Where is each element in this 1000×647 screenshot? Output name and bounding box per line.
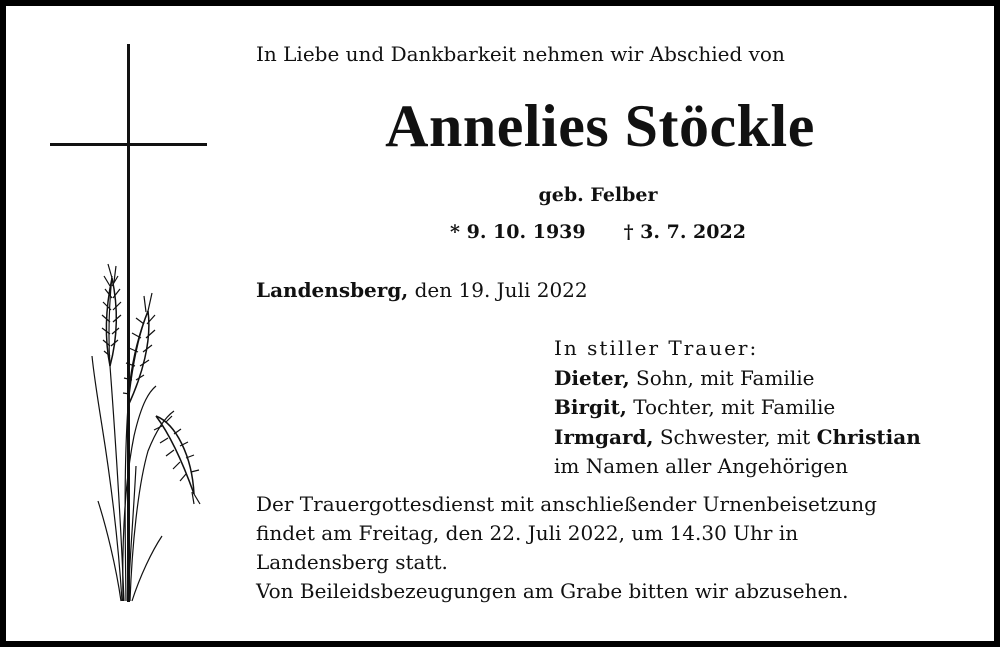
birth-name: geb. Felber: [538, 184, 658, 206]
mourner-name: Dieter,: [554, 365, 630, 390]
mourner-line: [554, 393, 921, 423]
place-date: [256, 278, 588, 302]
deceased-name: Annelies Stöckle: [385, 93, 815, 159]
service-line: findet am Freitag, den 22. Juli 2022, um 14.30 Uhr in: [256, 521, 799, 545]
life-dates: [6, 221, 994, 243]
place-name: Landensberg,: [256, 278, 409, 302]
mourner-name: Irmgard,: [554, 424, 654, 449]
obituary-notice: [6, 6, 994, 641]
mourner-companion: Christian: [816, 424, 921, 449]
notice-date: den 19. Juli 2022: [414, 278, 588, 302]
intro-text: In Liebe und Dankbarkeit nehmen wir Abschied von: [256, 42, 785, 66]
wheat-ear-left: [102, 264, 121, 366]
wheat-ear-right: [154, 416, 200, 504]
mourner-relation: Sohn, mit Familie: [636, 365, 815, 390]
mourner-relation: Tochter, mit Familie: [633, 395, 836, 419]
service-line: Landensberg statt.: [256, 550, 448, 574]
mourner-line: [554, 364, 921, 394]
wheat-icon: [92, 264, 200, 601]
service-line: Der Trauergottesdienst mit anschließender Urnenbeisetzung: [256, 492, 877, 516]
mourner-relation: Schwester, mit: [659, 424, 811, 449]
death-date: † 3. 7. 2022: [623, 221, 746, 243]
birth-date: * 9. 10. 1939: [450, 221, 586, 243]
mourners-heading: In stiller Trauer:: [554, 336, 759, 360]
service-info: [256, 490, 877, 606]
mourners-closing: im Namen aller Angehörigen: [554, 454, 849, 478]
mourner-name: Birgit,: [554, 395, 627, 419]
mourners-block: [554, 334, 921, 482]
mourner-line: [554, 423, 921, 453]
service-line: Von Beileidsbezeugungen am Grabe bitten wir abzusehen.: [256, 579, 849, 603]
